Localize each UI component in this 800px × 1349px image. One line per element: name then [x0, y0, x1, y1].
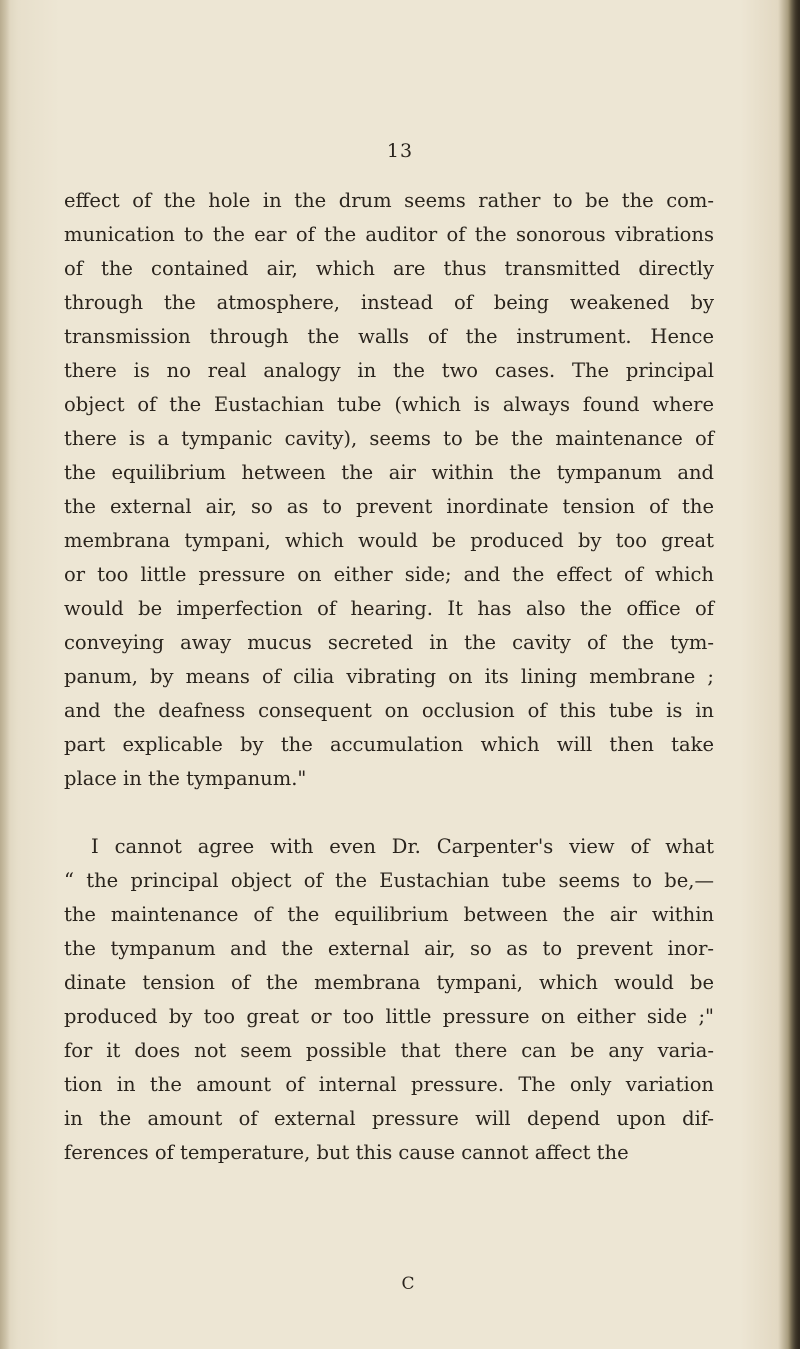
text-line: and the deafness consequent on occlusion of this tube is in [64, 699, 714, 722]
text-line: conveying away mucus secreted in the cavity of the tym- [64, 631, 714, 654]
text-line: through the atmosphere, instead of being weakened by [64, 291, 714, 314]
text-line: the maintenance of the equilibrium between the air within [64, 903, 714, 926]
paragraph-2 [64, 830, 714, 1170]
paragraph-1 [64, 184, 714, 796]
text-line: object of the Eustachian tube (which is always found where [64, 393, 714, 416]
text-line: of the contained air, which are thus transmitted directly [64, 257, 714, 280]
page-gutter-shadow [0, 0, 10, 1349]
text-line: in the amount of external pressure will depend upon dif- [64, 1107, 714, 1130]
text-line: tion in the amount of internal pressure. The only variation [64, 1073, 714, 1096]
text-line: produced by too great or too little pressure on either side ;" [64, 1005, 714, 1028]
text-line: part explicable by the accumulation which will then take [64, 733, 714, 756]
text-line: the tympanum and the external air, so as to prevent inor- [64, 937, 714, 960]
text-line: membrana tympani, which would be produced by too great [64, 529, 714, 552]
signature-mark: C [401, 1274, 415, 1294]
text-line: I cannot agree with even Dr. Carpenter's view of what [91, 835, 714, 858]
text-line: panum, by means of cilia vibrating on its lining membrane ; [64, 665, 714, 688]
text-line: place in the tympanum." [64, 767, 307, 790]
text-line: the external air, so as to prevent inordinate tension of the [64, 495, 714, 518]
page-edge [788, 0, 800, 1349]
text-line: the equilibrium hetween the air within the tympanum and [64, 461, 714, 484]
text-line: effect of the hole in the drum seems rather to be the com- [64, 189, 714, 212]
text-line: munication to the ear of the auditor of the sonorous vibrations [64, 223, 714, 246]
text-line: “ the principal object of the Eustachian tube seems to be,— [64, 869, 714, 892]
body-text [64, 184, 714, 1170]
paragraph-gap [64, 796, 714, 830]
text-line: for it does not seem possible that there can be any varia- [64, 1039, 714, 1062]
page-number: 13 [386, 140, 414, 162]
text-line: there is a tympanic cavity), seems to be the maintenance of [64, 427, 714, 450]
text-line: dinate tension of the membrana tympani, which would be [64, 971, 714, 994]
text-line: would be imperfection of hearing. It has also the office of [64, 597, 714, 620]
text-line: ferences of temperature, but this cause cannot affect the [64, 1141, 629, 1164]
text-line: transmission through the walls of the instrument. Hence [64, 325, 714, 348]
text-line: or too little pressure on either side; and the effect of which [64, 563, 714, 586]
text-line: there is no real analogy in the two cases. The principal [64, 359, 714, 382]
